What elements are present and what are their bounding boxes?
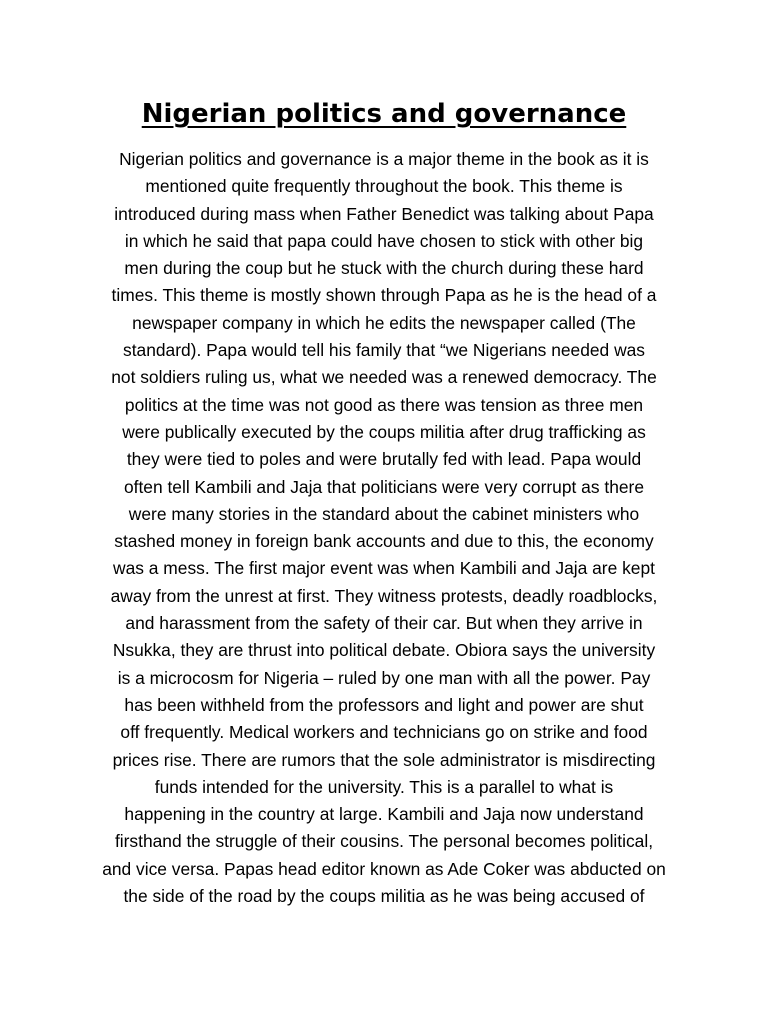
paragraph-line: away from the unrest at first. They witness protests, deadly roadblocks, [110,585,658,606]
paragraph-line: the side of the road by the coups militia as he was being accused of [123,886,645,907]
paragraph-line: times. This theme is mostly shown through Papa as he is the head of a [111,285,657,306]
paragraph-line: were many stories in the standard about the cabinet ministers who [128,503,640,524]
paragraph-line: standard). Papa would tell his family that “we Nigerians needed was [123,340,645,361]
paragraph-line: and harassment from the safety of their car. But when they arrive in [125,613,643,634]
paragraph-line: Nsukka, they are thrust into political debate. Obiora says the university [112,640,656,661]
paragraph-line: were publically executed by the coups militia after drug trafficking as [122,421,646,442]
paragraph-line: in which he said that papa could have chosen to stick with other big [124,230,644,251]
paragraph-line: firsthand the struggle of their cousins. The personal becomes political, [114,831,654,852]
paragraph-line: prices rise. There are rumors that the sole administrator is misdirecting [112,749,656,770]
paragraph-line: funds intended for the university. This is a parallel to what is [154,776,614,797]
paragraph-line: they were tied to poles and were brutally fed with lead. Papa would [126,449,642,470]
paragraph-line: has been withheld from the professors and light and power are shut [124,694,644,715]
paragraph-line: politics at the time was not good as there was tension as three men [124,394,644,415]
page-title: Nigerian politics and governance [141,99,627,129]
paragraph-line: stashed money in foreign bank accounts and due to this, the economy [114,531,654,552]
paragraph-line: is a microcosm for Nigeria – ruled by one man with all the power. Pay [117,667,651,688]
paragraph-line: Nigerian politics and governance is a major theme in the book as it is [119,149,649,169]
paragraph-line: off frequently. Medical workers and technicians go on strike and food [120,722,648,743]
paragraph-line: mentioned quite frequently throughout the book. This theme is [145,176,623,197]
paragraph-line: men during the coup but he stuck with the church during these hard [124,258,644,279]
paragraph-line: not soldiers ruling us, what we needed was a renewed democracy. The [111,367,657,388]
paragraph-line: was a mess. The first major event was when Kambili and Jaja are kept [113,558,655,579]
paragraph-line: happening in the country at large. Kambili and Jaja now understand [124,804,644,825]
essay-paragraph [88,146,680,910]
paragraph-line: newspaper company in which he edits the newspaper called (The [132,312,636,333]
paragraph-line: often tell Kambili and Jaja that politicians were very corrupt as there [123,476,645,497]
paragraph-line: introduced during mass when Father Benedict was talking about Papa [114,203,654,224]
paragraph-line: and vice versa. Papas head editor known as Ade Coker was abducted on [102,858,666,879]
